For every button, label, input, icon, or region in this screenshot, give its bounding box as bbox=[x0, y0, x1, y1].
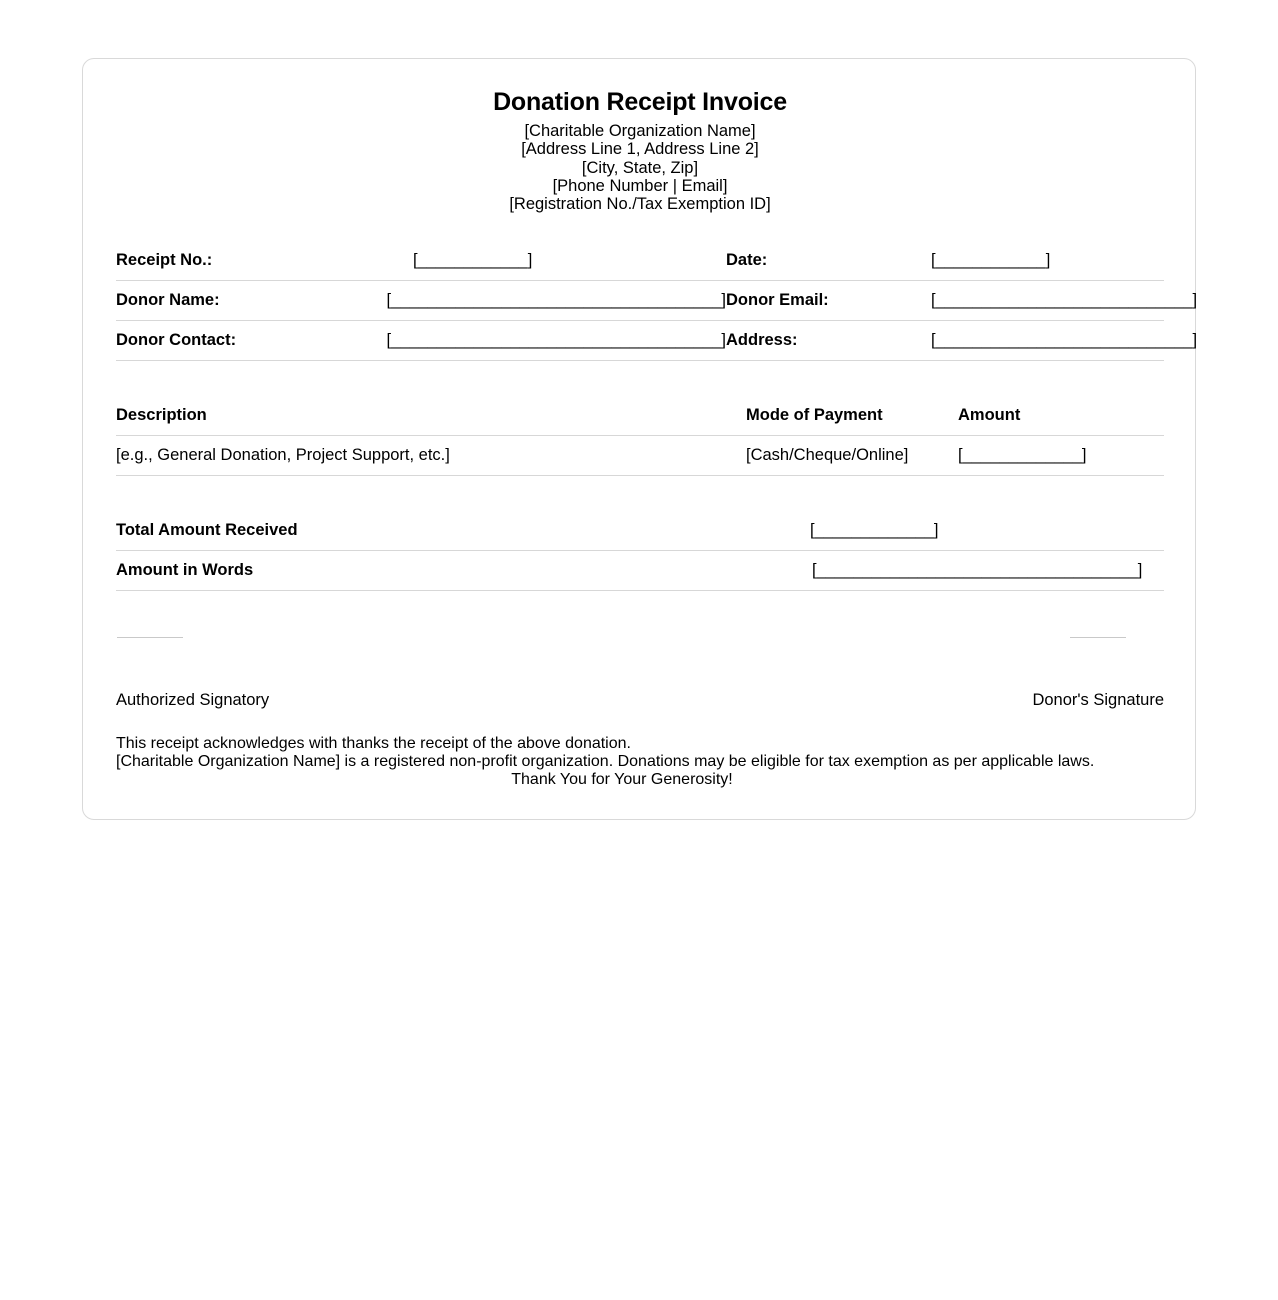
donor-signature-line bbox=[1070, 637, 1126, 638]
donor-contact-label: Donor Contact: bbox=[116, 331, 237, 350]
authorized-signatory-label: Authorized Signatory bbox=[116, 691, 270, 710]
donation-table bbox=[116, 396, 1164, 476]
donation-receipt-card bbox=[82, 58, 1196, 820]
date-label: Date: bbox=[726, 251, 768, 270]
field-row-contact-address bbox=[116, 321, 1198, 361]
receipt-content bbox=[116, 87, 1198, 789]
receipt-no-label: Receipt No.: bbox=[116, 251, 213, 270]
cell-description[interactable]: [e.g., General Donation, Project Support, etc.] bbox=[116, 446, 450, 465]
field-date bbox=[726, 241, 1164, 280]
signature-section bbox=[116, 637, 1164, 735]
amount-in-words-label: Amount in Words bbox=[116, 561, 254, 580]
footer-acknowledgement: This receipt acknowledges with thanks the receipt of the above donation. bbox=[116, 735, 631, 753]
authorized-signature-line bbox=[117, 637, 183, 638]
footer-thank-you: Thank You for Your Generosity! bbox=[511, 771, 733, 789]
footer-tax-note: [Charitable Organization Name] is a registered non-profit organization. Donations may be eligible for tax exemption as per applicable laws. bbox=[116, 753, 1095, 771]
organization-registration-id: [Registration No./Tax Exemption ID] bbox=[509, 195, 771, 214]
organization-name: [Charitable Organization Name] bbox=[524, 122, 756, 141]
field-address bbox=[726, 321, 1197, 360]
table-row bbox=[116, 436, 1164, 476]
receipt-no-input[interactable]: [____________] bbox=[413, 251, 533, 270]
donor-email-input[interactable]: [____________________________] bbox=[931, 291, 1198, 310]
donor-name-input[interactable]: [____________________________________] bbox=[386, 291, 726, 310]
table-header-row bbox=[116, 396, 1164, 436]
field-row-receipt-date bbox=[116, 241, 1164, 281]
column-header-amount: Amount bbox=[958, 406, 1021, 425]
organization-contact: [Phone Number | Email] bbox=[552, 176, 728, 195]
document-header bbox=[116, 87, 1164, 213]
address-label: Address: bbox=[726, 331, 798, 350]
organization-address: [Address Line 1, Address Line 2] bbox=[521, 140, 759, 159]
field-donor-email bbox=[726, 281, 1197, 320]
donor-email-label: Donor Email: bbox=[726, 291, 829, 310]
column-header-mode-of-payment: Mode of Payment bbox=[746, 406, 883, 425]
donor-name-label: Donor Name: bbox=[116, 291, 220, 310]
organization-city-state-zip: [City, State, Zip] bbox=[581, 158, 699, 177]
amount-in-words-row bbox=[116, 551, 1164, 591]
cell-amount-input[interactable]: [_____________] bbox=[958, 446, 1087, 465]
cell-mode-of-payment[interactable]: [Cash/Cheque/Online] bbox=[746, 446, 909, 465]
donor-signature-label: Donor's Signature bbox=[1032, 691, 1164, 710]
field-donor-name bbox=[116, 281, 726, 320]
field-row-name-email bbox=[116, 281, 1198, 321]
address-input[interactable]: [____________________________] bbox=[931, 331, 1198, 350]
amount-in-words-input[interactable]: [___________________________________] bbox=[812, 561, 1143, 580]
receipt-fields bbox=[116, 241, 1198, 361]
field-receipt-no bbox=[116, 241, 726, 280]
page-title: Donation Receipt Invoice bbox=[493, 88, 787, 116]
column-header-description: Description bbox=[116, 406, 207, 425]
footer-section bbox=[116, 735, 1164, 789]
total-amount-row bbox=[116, 511, 1164, 551]
total-amount-label: Total Amount Received bbox=[116, 521, 298, 540]
donor-contact-input[interactable]: [____________________________________] bbox=[386, 331, 726, 350]
total-amount-input[interactable]: [_____________] bbox=[810, 521, 939, 540]
totals-section bbox=[116, 511, 1164, 591]
field-donor-contact bbox=[116, 321, 726, 360]
date-input[interactable]: [____________] bbox=[931, 251, 1051, 270]
